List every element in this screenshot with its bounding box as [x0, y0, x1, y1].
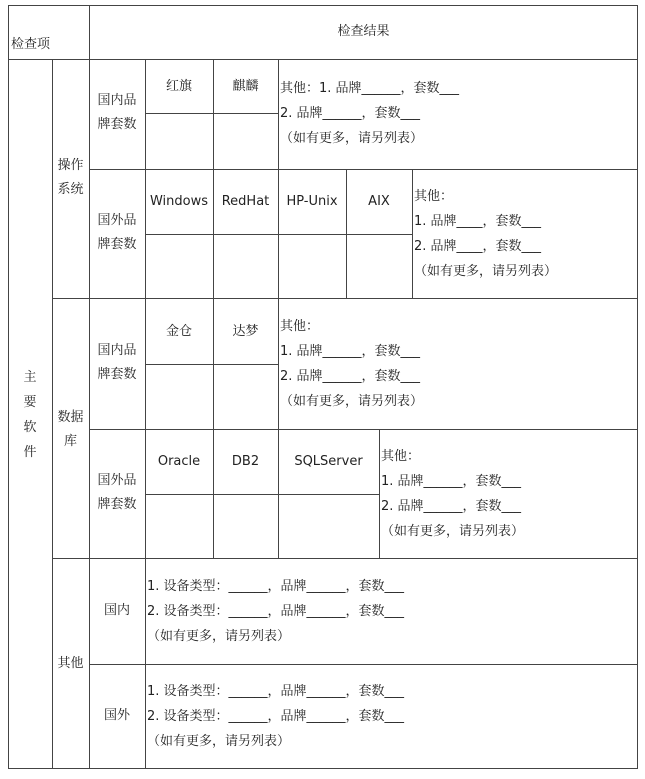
grid-line	[278, 298, 279, 429]
brand-sqlserver: SQLServer	[294, 454, 363, 469]
brand-kylin: 麒麟	[232, 79, 259, 94]
db-domestic-other-line: 2. 品牌______，套数___	[280, 369, 421, 384]
main-software-label: 主 要 软 件	[23, 370, 37, 460]
misc-domestic-note: （如有更多，请另列表）	[147, 629, 291, 644]
brand-redhat: RedHat	[221, 194, 270, 209]
brand-hongqi: 红旗	[165, 79, 192, 94]
grid-line	[637, 5, 638, 769]
db-foreign-other-line: 1. 品牌______，套数___	[381, 474, 522, 489]
grid-line	[8, 5, 638, 6]
grid-line	[145, 59, 146, 769]
db-foreign-label: 国外品 牌套数	[97, 473, 137, 512]
db-label: 数据 库	[57, 410, 84, 449]
os-foreign-other-line: 1. 品牌____，套数___	[414, 214, 542, 229]
misc-foreign-label: 国外	[103, 708, 130, 723]
grid-line	[412, 169, 413, 298]
brand-hp-unix: HP-Unix	[286, 194, 338, 209]
grid-line	[145, 494, 379, 495]
misc-foreign-line: 2. 设备类型：______，品牌______，套数___	[147, 709, 405, 724]
os-foreign-other-note: （如有更多，请另列表）	[414, 264, 558, 279]
grid-line	[145, 113, 278, 114]
misc-domestic-label: 国内	[103, 603, 130, 618]
misc-label: 其他	[57, 656, 84, 671]
header-item-label: 检查项	[11, 37, 51, 52]
db-domestic-other-line: 其他：	[280, 319, 320, 334]
grid-line	[278, 59, 279, 169]
misc-foreign-note: （如有更多，请另列表）	[147, 734, 291, 749]
grid-line	[8, 59, 638, 60]
db-domestic-other-line: 1. 品牌______，套数___	[280, 344, 421, 359]
os-foreign-other-line: 其他：	[414, 189, 454, 204]
os-label: 操作 系统	[57, 158, 84, 197]
os-foreign-other-line: 2. 品牌____，套数___	[414, 239, 542, 254]
brand-db2: DB2	[231, 454, 260, 469]
brand-oracle: Oracle	[157, 454, 201, 469]
grid-line	[213, 298, 214, 429]
os-domestic-other-note: （如有更多，请另列表）	[280, 131, 424, 146]
misc-domestic-line: 1. 设备类型：______，品牌______，套数___	[147, 579, 405, 594]
grid-line	[52, 558, 638, 559]
db-foreign-other-note: （如有更多，请另列表）	[381, 524, 525, 539]
brand-aix: AIX	[368, 194, 390, 209]
brand-kingbase: 金仓	[165, 324, 192, 339]
header-result-label: 检查结果	[337, 24, 390, 39]
misc-domestic-line: 2. 设备类型：______，品牌______，套数___	[147, 604, 405, 619]
os-domestic-label: 国内品 牌套数	[97, 93, 137, 132]
db-foreign-other-line: 2. 品牌______，套数___	[381, 499, 522, 514]
misc-foreign-line: 1. 设备类型：______，品牌______，套数___	[147, 684, 405, 699]
db-domestic-label: 国内品 牌套数	[97, 343, 137, 382]
grid-line	[89, 429, 638, 430]
db-foreign-other-line: 其他：	[381, 449, 421, 464]
grid-line	[52, 298, 638, 299]
os-domestic-other-line: 2. 品牌______，套数___	[280, 106, 421, 121]
os-domestic-other-line: 其他：1. 品牌______，套数___	[280, 81, 460, 96]
brand-dameng: 达梦	[232, 324, 259, 339]
grid-line	[145, 364, 278, 365]
brand-windows: Windows	[149, 194, 209, 209]
grid-line	[89, 169, 638, 170]
os-foreign-label: 国外品 牌套数	[97, 213, 137, 252]
grid-line	[89, 664, 638, 665]
grid-line	[8, 768, 638, 769]
db-domestic-other-note: （如有更多，请另列表）	[280, 394, 424, 409]
grid-line	[379, 429, 380, 558]
